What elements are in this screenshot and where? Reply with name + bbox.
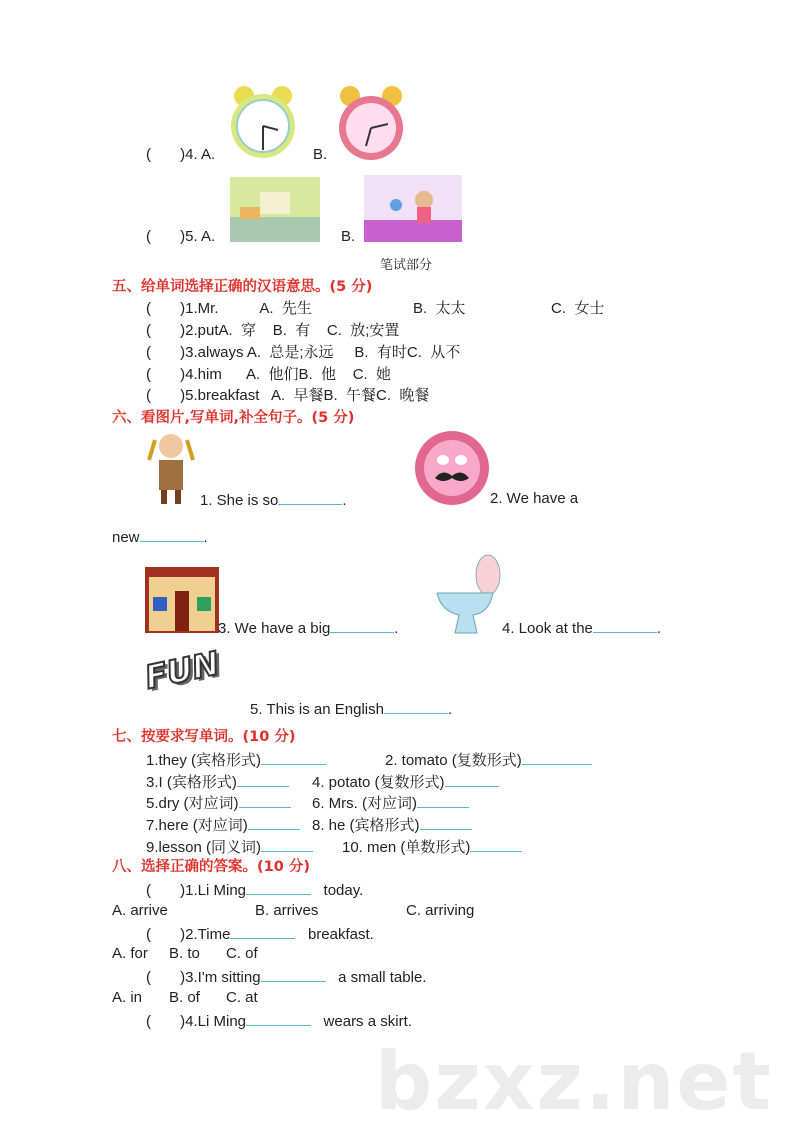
section-8-title: 八、选择正确的答案。(10 分) — [112, 859, 310, 875]
watermark: bzxz.net — [375, 1035, 773, 1128]
alarm-clock-pink-image — [336, 84, 406, 162]
s5-row-5: ( )5.breakfast A. 早餐B. 午餐C. 晚餐 — [146, 387, 430, 404]
s8-o3-a: A. in — [112, 989, 143, 1006]
option-b-label: B. — [313, 146, 328, 163]
messy-girl-image — [145, 430, 197, 506]
house-image — [145, 567, 219, 633]
s7-item-2: 2. tomato (复数形式) — [385, 750, 592, 770]
s8-q1: ( )1.Li Ming today. — [146, 882, 364, 899]
question-5: ( )5. A. — [146, 228, 216, 245]
option-b-label: B. — [341, 228, 356, 245]
section-5-title: 五、给单词选择正确的汉语意思。(5 分) — [112, 279, 373, 295]
s8-o3-b: B. of — [169, 989, 200, 1006]
s7-item-10: 10. men (单数形式) — [342, 837, 522, 857]
answer-blank[interactable] — [417, 793, 469, 808]
answer-blank[interactable] — [239, 793, 291, 808]
answer-blank[interactable] — [246, 880, 311, 895]
answer-blank[interactable] — [278, 490, 342, 505]
s6-q1: 1. She is so . — [200, 492, 347, 509]
s8-o2-a: A. for — [112, 945, 148, 962]
answer-blank[interactable] — [237, 772, 289, 787]
answer-blank[interactable] — [261, 750, 326, 765]
s8-q3: ( )3.I'm sitting a small table. — [146, 969, 427, 986]
answer-blank[interactable] — [261, 967, 326, 982]
s5-row-1-c: C. 女士 — [551, 300, 605, 317]
s6-q3: 3. We have a big . — [218, 620, 399, 637]
s8-o2-b: B. to — [169, 945, 200, 962]
s7-item-5: 5.dry (对应词) — [146, 793, 291, 813]
answer-blank[interactable] — [246, 1011, 311, 1026]
section-6-title: 六、看图片,写单词,补全句子。(5 分) — [112, 410, 355, 426]
s7-item-7: 7.here (对应词) — [146, 815, 300, 835]
answer-blank[interactable] — [593, 618, 657, 633]
answer-blank[interactable] — [248, 815, 300, 830]
alarm-clock-yellow-image — [228, 84, 298, 162]
s6-q5: 5. This is an English . — [250, 701, 453, 718]
answer-blank[interactable] — [140, 527, 204, 542]
s7-item-3: 3.I (宾格形式) — [146, 772, 289, 792]
s6-q2: 2. We have a — [490, 490, 579, 507]
s8-o1-a: A. arrive — [112, 902, 168, 919]
s8-o1-c: C. arriving — [406, 902, 475, 919]
s6-q4: 4. Look at the . — [502, 620, 662, 637]
answer-blank[interactable] — [445, 772, 499, 787]
answer-blank[interactable] — [230, 924, 295, 939]
s8-q2: ( )2.Time breakfast. — [146, 926, 374, 943]
s7-item-6: 6. Mrs. (对应词) — [312, 793, 469, 813]
answer-blank[interactable] — [522, 750, 592, 765]
s7-item-9: 9.lesson (同义词) — [146, 837, 313, 857]
answer-blank[interactable] — [261, 837, 313, 852]
s5-row-3: ( )3.always A. 总是;永远 B. 有时C. 从不 — [146, 344, 461, 361]
answer-blank[interactable] — [420, 815, 472, 830]
fun-word-image: FUN — [141, 643, 223, 697]
s8-o2-c: C. of — [226, 945, 258, 962]
s7-item-8: 8. he (宾格形式) — [312, 815, 472, 835]
question-4: ( )4. A. — [146, 146, 216, 163]
s5-row-1: ( )1.Mr. A. 先生 — [146, 300, 312, 317]
answer-blank[interactable] — [470, 837, 522, 852]
living-room-image — [230, 177, 320, 242]
toilet-image — [433, 553, 503, 635]
s7-item-1: 1.they (宾格形式) — [146, 750, 326, 770]
s5-row-1-b: B. 太太 — [413, 300, 466, 317]
bedroom-image — [364, 175, 462, 242]
s5-row-2: ( )2.putA. 穿 B. 有 C. 放;安置 — [146, 322, 400, 339]
section-7-title: 七、按要求写单词。(10 分) — [112, 729, 296, 745]
s8-o3-c: C. at — [226, 989, 258, 1006]
s5-row-4: ( )4.him A. 他们B. 他 C. 她 — [146, 366, 392, 383]
s8-q4: ( )4.Li Ming wears a skirt. — [146, 1013, 412, 1030]
s7-item-4: 4. potato (复数形式) — [312, 772, 499, 792]
mustache-clock-image — [413, 430, 491, 506]
s8-o1-b: B. arrives — [255, 902, 319, 919]
answer-blank[interactable] — [330, 618, 394, 633]
written-section-title: 笔试部分 — [380, 258, 433, 273]
answer-blank[interactable] — [384, 699, 448, 714]
s6-q2-cont: new . — [112, 529, 208, 546]
